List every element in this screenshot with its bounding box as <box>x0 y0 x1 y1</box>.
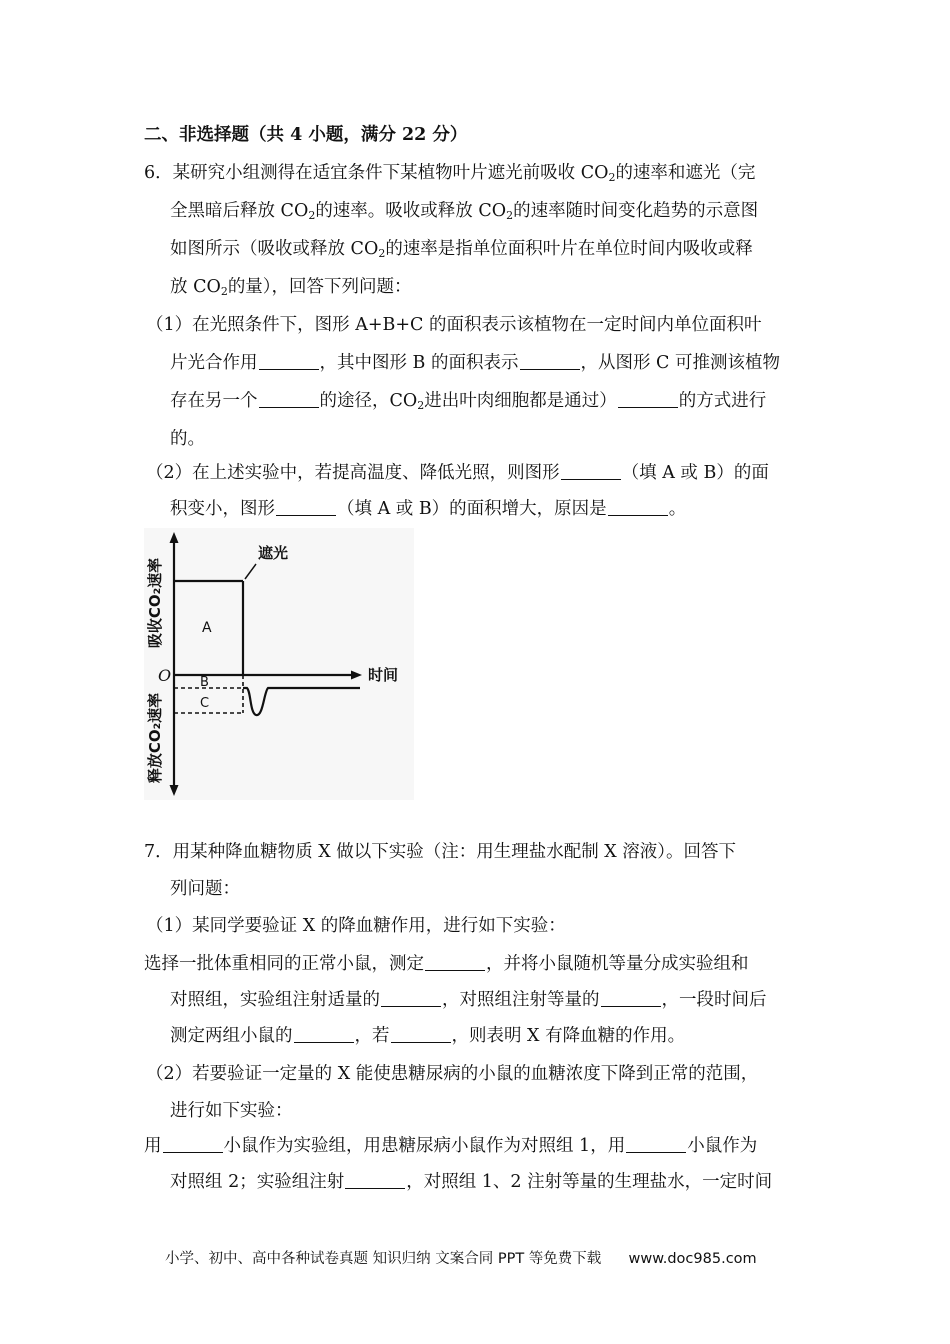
answer-blank[interactable] <box>601 990 661 1007</box>
q7-part2-line-4: 对照组 2；实验组注射 ，对照组 1、2 注射等量的生理盐水，一定时间 <box>170 1172 773 1192</box>
answer-blank[interactable] <box>608 499 668 516</box>
answer-blank[interactable] <box>259 391 319 408</box>
q7-line-1: 7．用某种降血糖物质 X 做以下实验（注：用生理盐水配制 X 溶液）。回答下 <box>144 842 737 862</box>
x-axis-label: 时间 <box>368 666 399 684</box>
q6-line-1: 6．某研究小组测得在适宜条件下某植物叶片遮光前吸收 $CO_2$的速率和遮光（完 <box>144 163 756 184</box>
page-footer <box>165 1247 757 1268</box>
region-c-label: C <box>200 696 210 711</box>
q6-line-3: 如图所示（吸收或释放 $CO_2$的速率是指单位面积叶片在单位时间内吸收或释 <box>170 239 753 260</box>
answer-blank[interactable] <box>561 463 621 480</box>
shade-label: 遮光 <box>258 544 289 562</box>
q6-part1-line-2: 片光合作用 ，其中图形 B 的面积表示 ，从图形 C 可推测该植物 <box>170 353 781 373</box>
q6-part1-line-4: 的。 <box>170 429 205 449</box>
q6-line-2: 全黑暗后释放 $CO_2$的速率。吸收或释放 $CO_2$的速率随时间变化趋势的示意图 <box>170 201 759 222</box>
q6-line-4: 放 $CO_2$的量），回答下列问题： <box>170 277 412 298</box>
y-bottom-label: 释放CO₂速率 <box>146 692 164 784</box>
answer-blank[interactable] <box>391 1026 451 1043</box>
section-title: 二、非选择题（共 4 小题，满分 22 分） <box>144 125 468 145</box>
q7-part1-line-4: 测定两组小鼠的 ，若 ，则表明 X 有降血糖的作用。 <box>170 1026 686 1046</box>
footer-url[interactable]: www.doc985.com <box>628 1251 757 1267</box>
answer-blank[interactable] <box>626 1136 686 1153</box>
answer-blank[interactable] <box>259 353 319 370</box>
footer-text: 小学、初中、高中各种试卷真题 知识归纳 文案合同 PPT 等免费下载 <box>165 1251 602 1267</box>
answer-blank[interactable] <box>381 990 441 1007</box>
co2-rate-diagram <box>144 528 414 800</box>
q6-part2-line-2: 积变小，图形 （填 A 或 B）的面积增大，原因是 。 <box>170 499 687 519</box>
answer-blank[interactable] <box>425 954 485 971</box>
answer-blank[interactable] <box>345 1172 405 1189</box>
answer-blank[interactable] <box>294 1026 354 1043</box>
q6-part1-line-1: （1）在光照条件下，图形 A+B+C 的面积表示该植物在一定时间内单位面积叶 <box>146 315 762 335</box>
y-top-label: 吸收CO₂速率 <box>146 557 164 649</box>
region-a-label: A <box>202 620 212 636</box>
answer-blank[interactable] <box>520 353 580 370</box>
answer-blank[interactable] <box>276 499 336 516</box>
region-b-label: B <box>200 675 209 690</box>
q7-part1-line-1: （1）某同学要验证 X 的降血糖作用，进行如下实验： <box>146 916 566 936</box>
q7-part1-line-3: 对照组，实验组注射适量的 ，对照组注射等量的 ，一段时间后 <box>170 990 767 1010</box>
q7-part2-line-1: （2）若要验证一定量的 X 能使患糖尿病的小鼠的血糖浓度下降到正常的范围， <box>146 1064 759 1084</box>
origin-label: O <box>158 666 172 685</box>
q6-part2-line-1: （2）在上述实验中，若提高温度、降低光照，则图形 （填 A 或 B）的面 <box>146 463 769 483</box>
q7-part2-line-2: 进行如下实验： <box>170 1101 293 1121</box>
answer-blank[interactable] <box>618 391 678 408</box>
q7-part2-line-3: 用 小鼠作为实验组，用患糖尿病小鼠作为对照组 1，用 小鼠作为 <box>144 1136 758 1156</box>
q7-part1-line-2: 选择一批体重相同的正常小鼠，测定 ，并将小鼠随机等量分成实验组和 <box>144 954 749 974</box>
q6-part1-line-3: 存在另一个 的途径，$CO_2$进出叶肉细胞都是通过） 的方式进行 <box>170 391 767 412</box>
q7-line-2: 列问题： <box>170 879 240 899</box>
answer-blank[interactable] <box>163 1136 223 1153</box>
